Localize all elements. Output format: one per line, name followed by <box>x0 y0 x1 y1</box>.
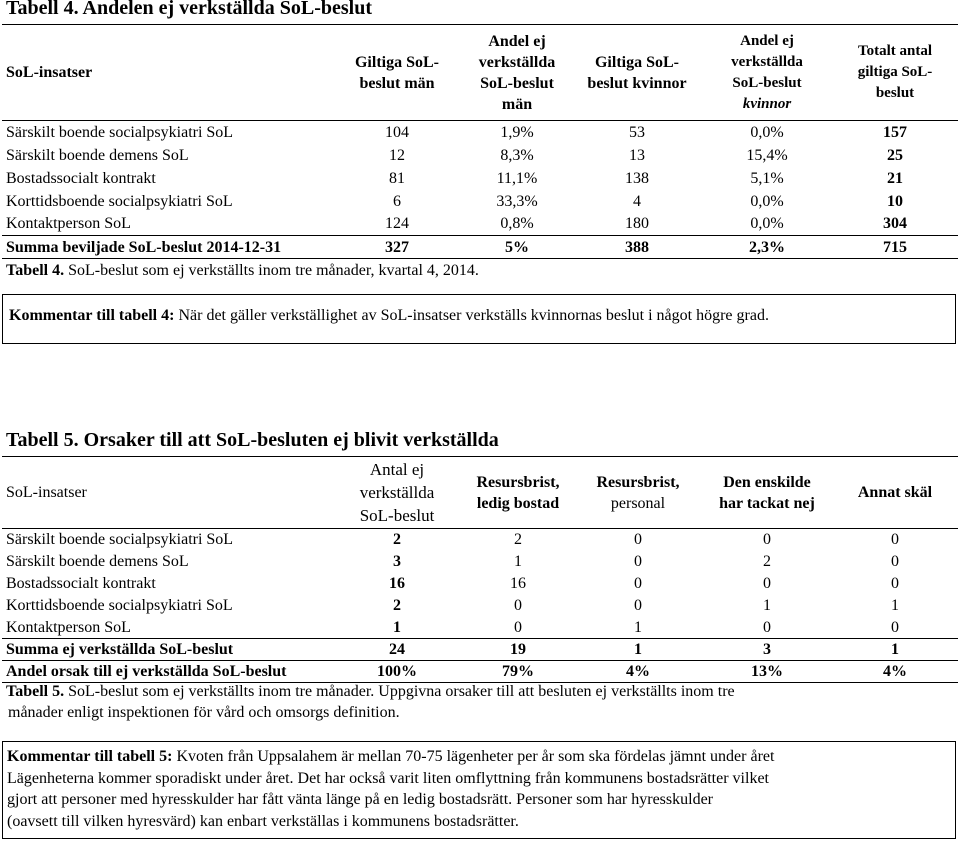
table4-sum-row: Summa beviljade SoL-beslut 2014-12-31 327 5% 388 2,3% 715 <box>2 236 958 259</box>
table5-header-ledig-bostad: Resursbrist, ledig bostad <box>462 457 574 529</box>
table5-header-row <box>2 457 958 529</box>
table5-comment-box: Kommentar till tabell 5: Kvoten från Uppsalahem är mellan 70-75 lägenheter per år som ska fördelas jämnt under året Lägenheterna kommer sporadiskt under året. Det har också varit liten omflyttning från kommunens bostadsrätter vilket gjort att personer med hyresskulder har fått vänta länge på en ledig bostadsrätt. Personer som har hyresskulder (oavsett till vilken hyresvärd) kan enbart verkställas i kommunens bostadsrätter. <box>2 741 956 839</box>
table-row: Särskilt boende demens SoL 3 1 0 2 0 <box>6 553 899 570</box>
table5-caption: Tabell 5. SoL-beslut som ej verkställts inom tre månader. Uppgivna orsaker till att besluten ej verkställts inom tre månader enligt inspektionen för vård och omsorgs definition. <box>6 683 735 721</box>
table4-header-row <box>2 25 958 121</box>
table5-header-annat: Annat skäl <box>832 457 958 529</box>
table4 <box>2 24 958 259</box>
table-row: Särskilt boende socialpsykiatri SoL 2 2 0 0 0 <box>6 531 899 549</box>
table-row: Kontaktperson SoL 124 0,8% 180 0,0% 304 <box>6 215 907 233</box>
table5-share-row: Andel orsak till ej verkställda SoL-beslut 100% 79% 4% 13% 4% <box>2 661 958 683</box>
table-row: Bostadssocialt kontrakt 81 11,1% 138 5,1% 21 <box>6 169 903 187</box>
table4-header-giltiga-kvinnor: Giltiga SoL- beslut kvinnor <box>572 25 702 121</box>
table5-header-antal: Antal ej verkställda SoL-beslut <box>332 457 462 529</box>
table4-header-andel-kvinnor: Andel ej verkställda SoL-beslut kvinnor <box>702 25 832 121</box>
table5 <box>2 456 958 683</box>
table4-header-giltiga-man: Giltiga SoL- beslut män <box>332 25 462 121</box>
table-row: Kontaktperson SoL 1 0 1 0 0 <box>6 618 899 636</box>
table-row: Korttidsboende socialpsykiatri SoL 2 0 0 1 1 <box>6 597 899 614</box>
table4-comment-box: Kommentar till tabell 4: När det gäller verkställighet av SoL-insatser verkställs kvinnornas beslut i något högre grad. <box>2 294 956 344</box>
table4-header-sol-insatser: SoL-insatser <box>2 25 332 121</box>
table-row: Korttidsboende socialpsykiatri SoL 6 33,3% 4 0,0% 10 <box>6 192 903 210</box>
table-row: Särskilt boende demens SoL 12 8,3% 13 15,4% 25 <box>6 146 903 164</box>
table5-sum-row: Summa ej verkställda SoL-beslut 24 19 1 3 1 <box>2 639 958 661</box>
table-row: Särskilt boende socialpsykiatri SoL 104 1,9% 53 0,0% 157 <box>6 123 907 141</box>
table5-title: Tabell 5. Orsaker till att SoL-besluten ej blivit verkställda <box>6 429 499 451</box>
table-row: Bostadssocialt kontrakt 16 16 0 0 0 <box>6 575 899 592</box>
table5-header-sol-insatser: SoL-insatser <box>2 457 332 529</box>
table4-caption: Tabell 4. SoL-beslut som ej verkställts inom tre månader, kvartal 4, 2014. <box>6 262 479 279</box>
table5-header-tackat-nej: Den enskilde har tackat nej <box>702 457 832 529</box>
table5-header-personal: Resursbrist, personal <box>574 457 702 529</box>
table4-header-totalt: Totalt antal giltiga SoL- beslut <box>832 25 958 121</box>
table4-header-andel-man: Andel ej verkställda SoL-beslut män <box>462 25 572 121</box>
table4-title: Tabell 4. Andelen ej verkställda SoL-beslut <box>6 0 372 19</box>
